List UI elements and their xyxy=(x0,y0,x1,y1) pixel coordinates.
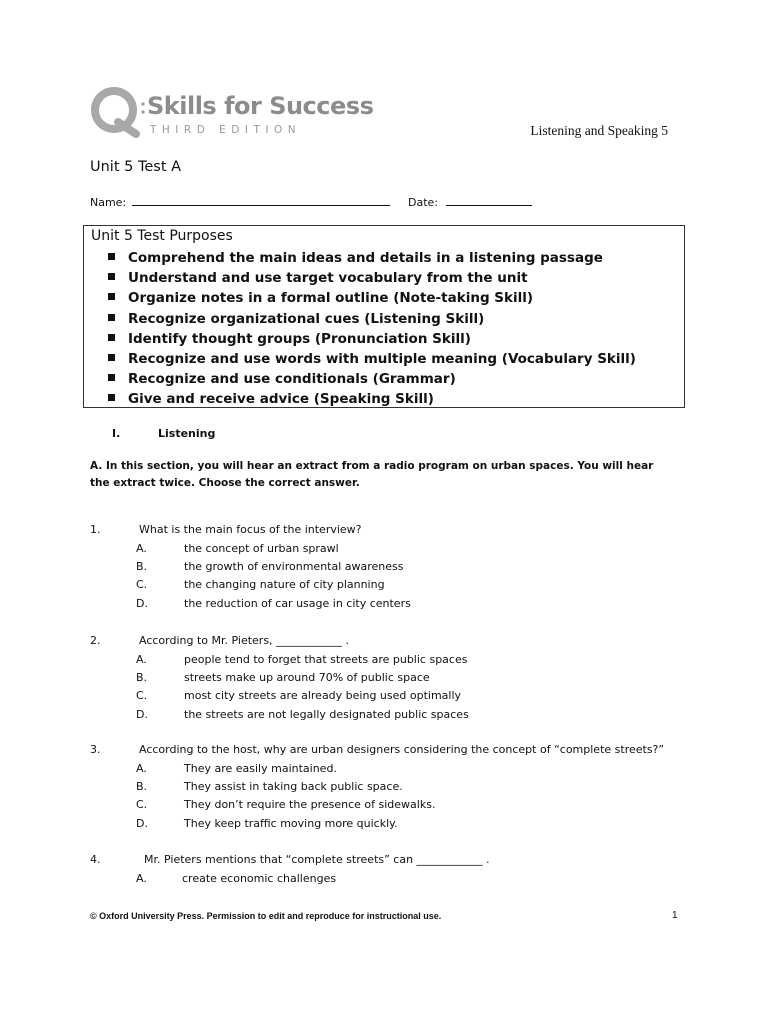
option-letter: A. xyxy=(136,653,147,666)
name-field[interactable] xyxy=(90,195,390,209)
purpose-item: Recognize and use conditionals (Grammar) xyxy=(108,369,636,389)
section-name: Listening xyxy=(158,427,216,440)
question-1 xyxy=(0,523,770,618)
option-text[interactable]: most city streets are already being used optimally xyxy=(184,689,462,702)
option-letter: A. xyxy=(136,872,147,885)
bullet-square-icon xyxy=(108,374,115,381)
option-letter: A. xyxy=(136,762,147,775)
option-text[interactable]: the streets are not legally designated public spaces xyxy=(184,708,469,721)
option-text[interactable]: streets make up around 70% of public space xyxy=(184,671,430,684)
purpose-item: Understand and use target vocabulary from the unit xyxy=(108,268,636,288)
option-letter: C. xyxy=(136,689,148,702)
logo xyxy=(88,86,148,138)
question-number: 2. xyxy=(90,634,101,647)
option-text[interactable]: the growth of environmental awareness xyxy=(184,560,404,573)
test-title: Unit 5 Test A xyxy=(90,159,182,175)
option-text[interactable]: the reduction of car usage in city centers xyxy=(184,597,411,610)
question-4 xyxy=(0,853,770,893)
purpose-item: Give and receive advice (Speaking Skill) xyxy=(108,389,636,409)
option-text[interactable]: the changing nature of city planning xyxy=(184,578,385,591)
question-number: 1. xyxy=(90,523,101,536)
bullet-square-icon xyxy=(108,293,115,300)
name-label: Name: xyxy=(90,196,127,209)
purpose-item: Recognize and use words with multiple meaning (Vocabulary Skill) xyxy=(108,349,636,369)
purpose-item: Recognize organizational cues (Listening Skill) xyxy=(108,309,636,329)
purposes-title: Unit 5 Test Purposes xyxy=(91,228,233,244)
q-logo-icon xyxy=(88,86,148,138)
instructions: A. In this section, you will hear an extract from a radio program on urban spaces. You will hear the extract twice. Choose the correct answer. xyxy=(90,460,654,489)
option-text[interactable]: They are easily maintained. xyxy=(184,762,337,775)
test-purposes-box xyxy=(83,225,685,408)
purpose-item: Identify thought groups (Pronunciation Skill) xyxy=(108,329,636,349)
purpose-item: Organize notes in a formal outline (Note-taking Skill) xyxy=(108,288,636,308)
bullet-square-icon xyxy=(108,273,115,280)
logo-title: Skills for Success xyxy=(147,92,374,120)
question-3 xyxy=(0,743,770,838)
question-text: According to the host, why are urban designers considering the concept of “complete streets?” xyxy=(139,743,665,756)
option-letter: D. xyxy=(136,597,148,610)
bullet-square-icon xyxy=(108,253,115,260)
bullet-square-icon xyxy=(108,394,115,401)
bullet-square-icon xyxy=(108,354,115,361)
option-letter: A. xyxy=(136,542,147,555)
option-letter: B. xyxy=(136,560,148,573)
option-letter: B. xyxy=(136,780,148,793)
option-letter: B. xyxy=(136,671,148,684)
date-field[interactable] xyxy=(408,195,532,209)
option-text[interactable]: create economic challenges xyxy=(182,872,337,885)
question-number: 4. xyxy=(90,853,101,866)
option-letter: D. xyxy=(136,817,148,830)
question-text: Mr. Pieters mentions that “complete streets” can ____________ . xyxy=(144,853,490,866)
level-label: Listening and Speaking 5 xyxy=(530,123,668,138)
option-text[interactable]: They assist in taking back public space. xyxy=(184,780,403,793)
bullet-square-icon xyxy=(108,334,115,341)
question-text: What is the main focus of the interview? xyxy=(139,523,362,536)
date-label: Date: xyxy=(408,196,438,209)
logo-edition: THIRD EDITION xyxy=(150,124,302,136)
option-text[interactable]: They keep traffic moving more quickly. xyxy=(184,817,398,830)
option-text[interactable]: They don’t require the presence of sidewalks. xyxy=(184,798,436,811)
option-text[interactable]: people tend to forget that streets are public spaces xyxy=(184,653,468,666)
copyright-footer: © Oxford University Press. Permission to edit and reproduce for instructional use. xyxy=(90,911,442,921)
option-letter: C. xyxy=(136,578,148,591)
section-numeral: I. xyxy=(112,427,121,440)
option-letter: C. xyxy=(136,798,148,811)
bullet-square-icon xyxy=(108,314,115,321)
question-text: According to Mr. Pieters, ____________ . xyxy=(139,634,350,647)
question-number: 3. xyxy=(90,743,101,756)
name-line xyxy=(132,195,390,206)
option-text[interactable]: the concept of urban sprawl xyxy=(184,542,339,555)
date-line xyxy=(446,195,532,206)
page-number: 1 xyxy=(672,910,678,921)
option-letter: D. xyxy=(136,708,148,721)
question-2 xyxy=(0,634,770,729)
purposes-list xyxy=(108,248,636,410)
purpose-item: Comprehend the main ideas and details in a listening passage xyxy=(108,248,636,268)
